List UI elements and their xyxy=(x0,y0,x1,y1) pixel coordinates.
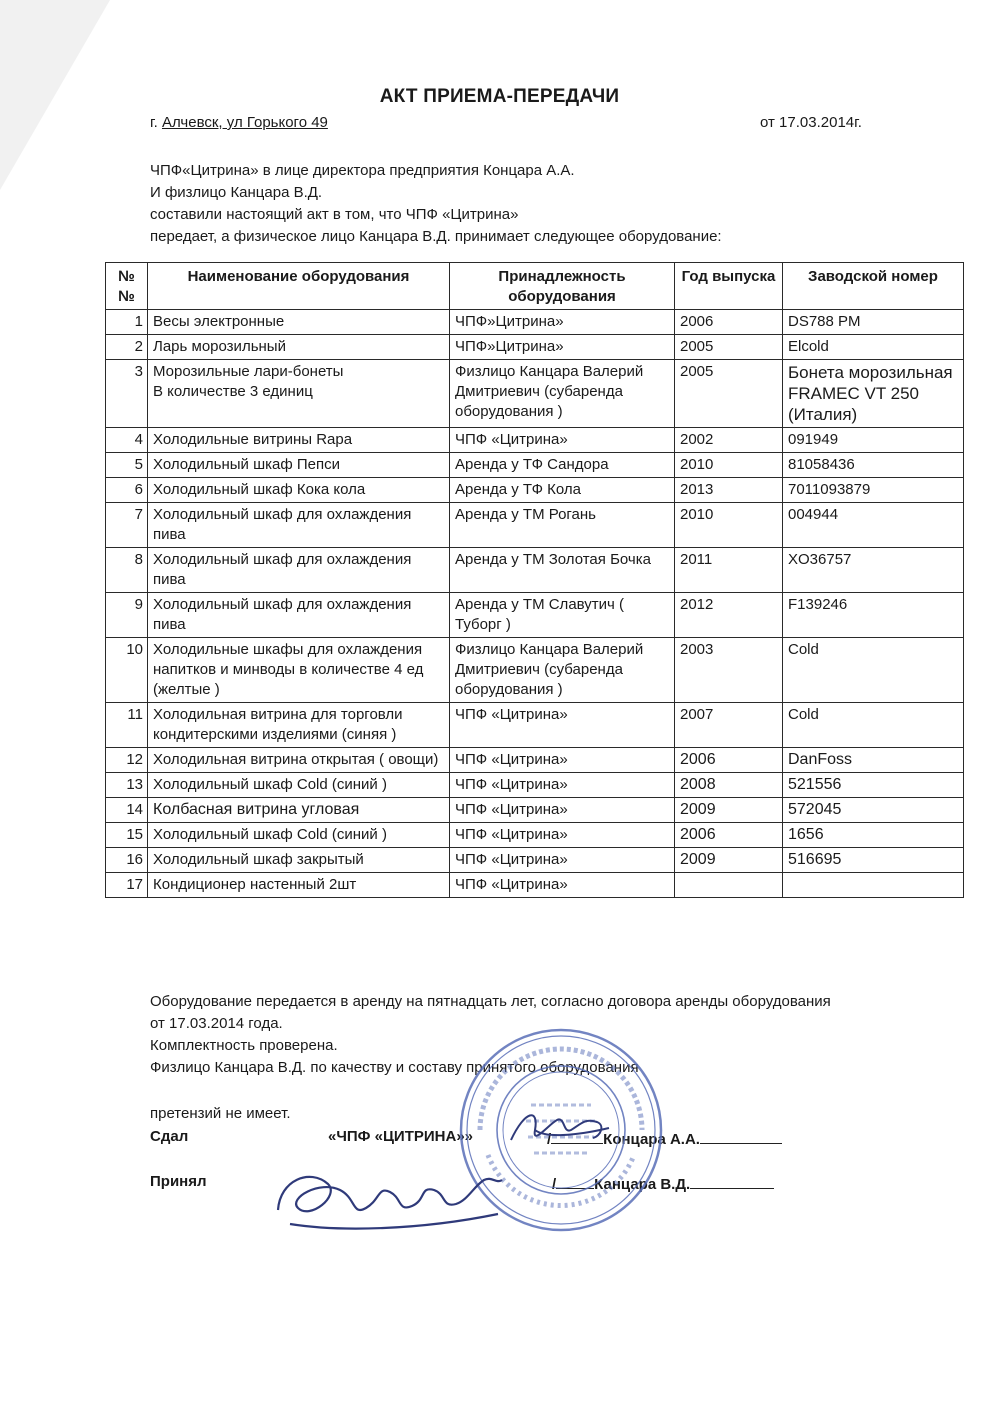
table-row xyxy=(106,703,964,748)
row-serial: F139246 xyxy=(783,593,964,638)
received-name: Канцара В.Д. xyxy=(594,1176,691,1193)
row-number: 1 xyxy=(106,310,148,335)
row-name: Колбасная витрина угловая xyxy=(148,798,450,823)
row-name: Морозильные лари-бонеты В количестве 3 единиц xyxy=(148,360,450,428)
row-owner: ЧПФ «Цитрина» xyxy=(450,773,675,798)
row-year: 2010 xyxy=(675,503,783,548)
row-year: 2006 xyxy=(675,748,783,773)
row-number: 3 xyxy=(106,360,148,428)
intro-paragraph xyxy=(150,160,722,248)
header-name: Наименование оборудования xyxy=(148,263,450,310)
table-row xyxy=(106,798,964,823)
row-year: 2002 xyxy=(675,428,783,453)
row-year: 2006 xyxy=(675,823,783,848)
row-number: 6 xyxy=(106,478,148,503)
signature-handed xyxy=(505,1100,615,1160)
header-year: Год выпуска xyxy=(675,263,783,310)
closing-line: Физлицо Канцара В.Д. по качеству и составу принятого оборудования xyxy=(150,1059,639,1076)
row-year: 2011 xyxy=(675,548,783,593)
table-body xyxy=(106,310,964,898)
row-year: 2005 xyxy=(675,335,783,360)
place-line xyxy=(150,114,328,131)
row-number: 10 xyxy=(106,638,148,703)
row-year: 2013 xyxy=(675,478,783,503)
row-serial: 81058436 xyxy=(783,453,964,478)
row-owner: Аренда у ТМ Золотая Бочка xyxy=(450,548,675,593)
row-year xyxy=(675,873,783,898)
received-signature-line: / Канцара В.Д. xyxy=(552,1173,774,1193)
row-number: 17 xyxy=(106,873,148,898)
table-row xyxy=(106,453,964,478)
table-row xyxy=(106,823,964,848)
row-year: 2006 xyxy=(675,310,783,335)
row-owner: Аренда у ТМ Славутич ( Туборг ) xyxy=(450,593,675,638)
row-owner: ЧПФ «Цитрина» xyxy=(450,748,675,773)
row-year: 2010 xyxy=(675,453,783,478)
header-serial: Заводской номер xyxy=(783,263,964,310)
row-serial: 516695 xyxy=(783,848,964,873)
closing-line: Комплектность проверена. xyxy=(150,1037,338,1054)
row-year: 2012 xyxy=(675,593,783,638)
place-address: Алчевск, ул Горького 49 xyxy=(161,114,328,131)
row-serial: 572045 xyxy=(783,798,964,823)
row-serial: Cold xyxy=(783,703,964,748)
handed-name: Концара А.А. xyxy=(603,1131,700,1148)
signature-blank xyxy=(700,1128,782,1144)
table-row xyxy=(106,503,964,548)
row-owner: ЧПФ «Цитрина» xyxy=(450,703,675,748)
row-number: 14 xyxy=(106,798,148,823)
signature-blank xyxy=(690,1173,774,1189)
row-owner: ЧПФ «Цитрина» xyxy=(450,823,675,848)
table-header-row xyxy=(106,263,964,310)
row-serial: Cold xyxy=(783,638,964,703)
row-number: 2 xyxy=(106,335,148,360)
handed-label: Сдал xyxy=(150,1128,189,1145)
row-year: 2008 xyxy=(675,773,783,798)
row-number: 5 xyxy=(106,453,148,478)
table-row xyxy=(106,548,964,593)
row-number: 15 xyxy=(106,823,148,848)
equipment-table xyxy=(105,262,964,898)
row-name: Холодильный шкаф Пепси xyxy=(148,453,450,478)
row-number: 9 xyxy=(106,593,148,638)
table-row xyxy=(106,478,964,503)
header-number: № № xyxy=(106,263,148,310)
signature-received xyxy=(270,1150,510,1240)
intro-line: ЧПФ«Цитрина» в лице директора предприятия Концара А.А. xyxy=(150,162,575,179)
row-serial: 521556 xyxy=(783,773,964,798)
row-serial: Бонета морозильная FRAMEC VT 250 (Италия) xyxy=(783,360,964,428)
table-row xyxy=(106,593,964,638)
row-owner: Аренда у ТФ Кола xyxy=(450,478,675,503)
row-number: 7 xyxy=(106,503,148,548)
table-row xyxy=(106,310,964,335)
row-name: Холодильная витрина открытая ( овощи) xyxy=(148,748,450,773)
row-year: 2009 xyxy=(675,798,783,823)
row-owner: ЧПФ «Цитрина» xyxy=(450,798,675,823)
row-owner: ЧПФ «Цитрина» xyxy=(450,873,675,898)
row-name: Холодильный шкаф для охлаждения пива xyxy=(148,593,450,638)
row-name: Холодильный шкаф Cold (синий ) xyxy=(148,773,450,798)
row-owner: ЧПФ»Цитрина» xyxy=(450,335,675,360)
intro-line: составили настоящий акт в том, что ЧПФ «Цитрина» xyxy=(150,206,519,223)
handed-signature-line: / Концара А.А. xyxy=(547,1128,782,1148)
row-name: Холодильные витрины Rapa xyxy=(148,428,450,453)
table-row xyxy=(106,773,964,798)
document-title: АКТ ПРИЕМА-ПЕРЕДАЧИ xyxy=(379,86,620,107)
row-number: 16 xyxy=(106,848,148,873)
table-row xyxy=(106,335,964,360)
table-row xyxy=(106,873,964,898)
row-name: Холодильный шкаф для охлаждения пива xyxy=(148,548,450,593)
row-year: 2005 xyxy=(675,360,783,428)
row-owner: Физлицо Канцара Валерий Дмитриевич (субаренда оборудования ) xyxy=(450,360,675,428)
row-name: Холодильные шкафы для охлаждения напитков и минводы в количестве 4 ед (желтые ) xyxy=(148,638,450,703)
table-row xyxy=(106,360,964,428)
row-name: Ларь морозильный xyxy=(148,335,450,360)
row-number: 8 xyxy=(106,548,148,593)
received-label: Принял xyxy=(150,1173,207,1190)
row-number: 11 xyxy=(106,703,148,748)
row-number: 4 xyxy=(106,428,148,453)
row-owner: Аренда у ТМ Рогань xyxy=(450,503,675,548)
row-serial: 091949 xyxy=(783,428,964,453)
row-name: Кондиционер настенный 2шт xyxy=(148,873,450,898)
row-serial: 004944 xyxy=(783,503,964,548)
row-name: Холодильный шкаф закрытый xyxy=(148,848,450,873)
row-serial: 1656 xyxy=(783,823,964,848)
row-name: Холодильная витрина для торговли кондитерскими изделиями (синяя ) xyxy=(148,703,450,748)
table-row xyxy=(106,748,964,773)
row-name: Холодильный шкаф Кока кола xyxy=(148,478,450,503)
table-row xyxy=(106,848,964,873)
row-owner: Аренда у ТФ Сандора xyxy=(450,453,675,478)
row-name: Холодильный шкаф для охлаждения пива xyxy=(148,503,450,548)
row-name: Весы электронные xyxy=(148,310,450,335)
row-number: 12 xyxy=(106,748,148,773)
row-year: 2007 xyxy=(675,703,783,748)
handed-organization: «ЧПФ «ЦИТРИНА»» xyxy=(328,1128,474,1145)
claims-line: претензий не имеет. xyxy=(150,1105,291,1122)
row-year: 2003 xyxy=(675,638,783,703)
closing-line: от 17.03.2014 года. xyxy=(150,1015,283,1032)
header-owner: Принадлежность оборудования xyxy=(450,263,675,310)
row-name: Холодильный шкаф Cold (синий ) xyxy=(148,823,450,848)
intro-line: передает, а физическое лицо Канцара В.Д. принимает следующее оборудование: xyxy=(150,228,722,245)
intro-line: И физлицо Канцара В.Д. xyxy=(150,184,323,201)
row-serial xyxy=(783,873,964,898)
closing-line: Оборудование передается в аренду на пятнадцать лет, согласно договора аренды оборудования xyxy=(150,993,831,1010)
place-prefix: г. xyxy=(150,114,158,131)
row-owner: ЧПФ «Цитрина» xyxy=(450,428,675,453)
row-year: 2009 xyxy=(675,848,783,873)
row-owner: ЧПФ»Цитрина» xyxy=(450,310,675,335)
row-serial: Elcold xyxy=(783,335,964,360)
row-serial: 7011093879 xyxy=(783,478,964,503)
table-row xyxy=(106,428,964,453)
table-row xyxy=(106,638,964,703)
row-serial: XO36757 xyxy=(783,548,964,593)
row-number: 13 xyxy=(106,773,148,798)
row-owner: Физлицо Канцара Валерий Дмитриевич (субаренда оборудования ) xyxy=(450,638,675,703)
row-serial: DS788 PM xyxy=(783,310,964,335)
document-date: от 17.03.2014г. xyxy=(760,114,862,131)
row-owner: ЧПФ «Цитрина» xyxy=(450,848,675,873)
row-serial: DanFoss xyxy=(783,748,964,773)
